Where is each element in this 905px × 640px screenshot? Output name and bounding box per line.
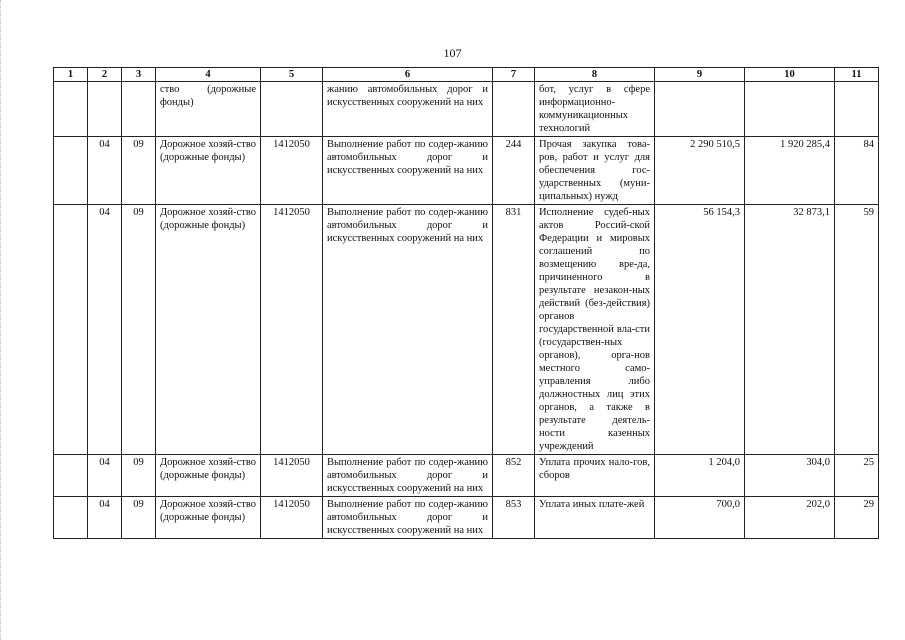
cell-percent: 25 — [835, 455, 879, 497]
cell-expense-name: бот, услуг в сфере информационно-коммуникационных технологий — [535, 82, 655, 137]
cell-expense-type: 852 — [493, 455, 535, 497]
cell-col1 — [54, 137, 88, 205]
column-header: 11 — [835, 68, 879, 82]
cell-expense-type: 244 — [493, 137, 535, 205]
scan-edge-mark — [0, 0, 3, 640]
page-number: 107 — [443, 46, 462, 60]
cell-target-code: 1412050 — [261, 455, 323, 497]
header-row — [54, 68, 879, 82]
cell-subsection — [122, 82, 156, 137]
cell-plan: 2 290 510,5 — [655, 137, 745, 205]
cell-percent: 29 — [835, 497, 879, 539]
cell-section: 04 — [88, 497, 122, 539]
cell-target-name: Выполнение работ по содер-жанию автомобильных дорог и искусственных сооружений на них — [323, 497, 493, 539]
column-header: 6 — [323, 68, 493, 82]
cell-expense-name: Уплата иных плате-жей — [535, 497, 655, 539]
cell-percent: 59 — [835, 205, 879, 455]
cell-section-name: Дорожное хозяй-ство (дорожные фонды) — [156, 497, 261, 539]
cell-col1 — [54, 205, 88, 455]
cell-plan: 56 154,3 — [655, 205, 745, 455]
cell-plan: 700,0 — [655, 497, 745, 539]
cell-plan: 1 204,0 — [655, 455, 745, 497]
cell-col1 — [54, 455, 88, 497]
cell-expense-name: Прочая закупка това-ров, работ и услуг для обеспечения гос-ударственных (муни-ципальных) нужд — [535, 137, 655, 205]
cell-actual — [745, 82, 835, 137]
cell-col1 — [54, 497, 88, 539]
cell-subsection: 09 — [122, 497, 156, 539]
table-row — [54, 455, 879, 497]
column-header: 10 — [745, 68, 835, 82]
cell-section: 04 — [88, 137, 122, 205]
budget-table — [53, 67, 879, 539]
cell-target-name: Выполнение работ по содер-жанию автомобильных дорог и искусственных сооружений на них — [323, 137, 493, 205]
cell-subsection: 09 — [122, 205, 156, 455]
cell-subsection: 09 — [122, 455, 156, 497]
column-header: 9 — [655, 68, 745, 82]
cell-actual: 32 873,1 — [745, 205, 835, 455]
cell-expense-name: Исполнение судеб-ных актов Россий-ской Федерации и мировых соглашений по возмещению вре-да, причиненного в результате незакон-ных действий (без-действия) органов государственной вла-сти (государствен-ных органов), орга-нов местного само-управления либо должностных лиц этих органов, а также в результате деятель-ности казенных учреждений — [535, 205, 655, 455]
column-header: 4 — [156, 68, 261, 82]
cell-expense-name: Уплата прочих нало-гов, сборов — [535, 455, 655, 497]
table-row — [54, 497, 879, 539]
cell-percent — [835, 82, 879, 137]
cell-expense-type — [493, 82, 535, 137]
cell-target-code: 1412050 — [261, 137, 323, 205]
column-header: 3 — [122, 68, 156, 82]
column-header: 2 — [88, 68, 122, 82]
cell-section-name: Дорожное хозяй-ство (дорожные фонды) — [156, 205, 261, 455]
table-row — [54, 137, 879, 205]
cell-section-name: Дорожное хозяй-ство (дорожные фонды) — [156, 137, 261, 205]
cell-actual: 202,0 — [745, 497, 835, 539]
cell-target-name: жанию автомобильных дорог и искусственных сооружений на них — [323, 82, 493, 137]
cell-target-code — [261, 82, 323, 137]
cell-plan — [655, 82, 745, 137]
cell-expense-type: 831 — [493, 205, 535, 455]
cell-target-code: 1412050 — [261, 497, 323, 539]
cell-section — [88, 82, 122, 137]
column-header: 5 — [261, 68, 323, 82]
cell-section-name: Дорожное хозяй-ство (дорожные фонды) — [156, 455, 261, 497]
column-header: 1 — [54, 68, 88, 82]
column-header: 7 — [493, 68, 535, 82]
cell-col1 — [54, 82, 88, 137]
cell-section: 04 — [88, 455, 122, 497]
cell-actual: 304,0 — [745, 455, 835, 497]
cell-target-name: Выполнение работ по содер-жанию автомобильных дорог и искусственных сооружений на них — [323, 455, 493, 497]
cell-subsection: 09 — [122, 137, 156, 205]
table-row — [54, 82, 879, 137]
cell-target-code: 1412050 — [261, 205, 323, 455]
cell-percent: 84 — [835, 137, 879, 205]
column-header: 8 — [535, 68, 655, 82]
cell-target-name: Выполнение работ по содер-жанию автомобильных дорог и искусственных сооружений на них — [323, 205, 493, 455]
cell-section: 04 — [88, 205, 122, 455]
cell-section-name: ство (дорожные фонды) — [156, 82, 261, 137]
cell-expense-type: 853 — [493, 497, 535, 539]
table-row — [54, 205, 879, 455]
cell-actual: 1 920 285,4 — [745, 137, 835, 205]
